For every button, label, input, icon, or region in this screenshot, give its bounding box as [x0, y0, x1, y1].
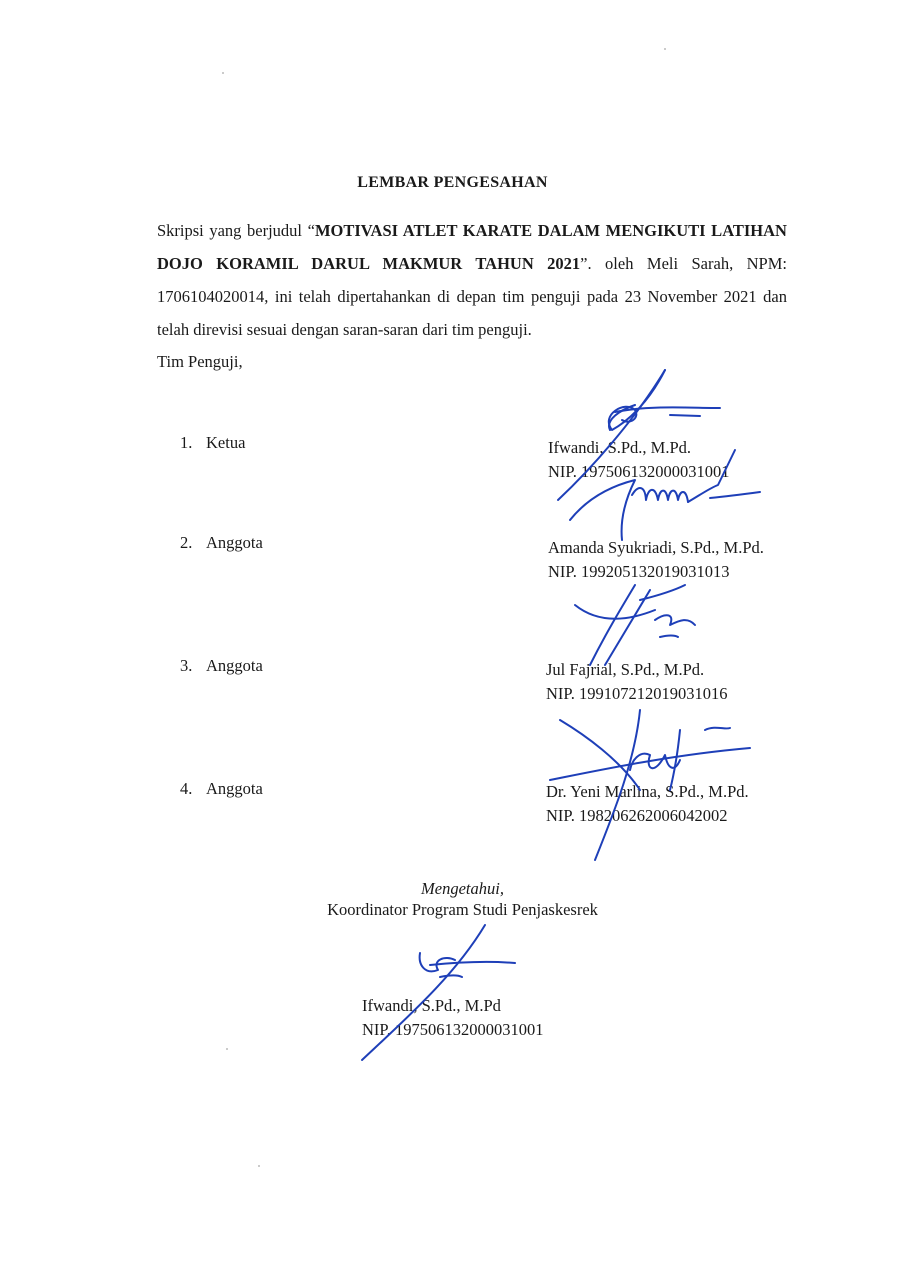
- signature-approval: [350, 915, 530, 1065]
- scan-speck: [222, 72, 224, 74]
- examiner-nip-1: NIP. 197506132000031001: [548, 462, 730, 481]
- examiner-nip-2: NIP. 199205132019031013: [548, 562, 730, 581]
- approval-position: Koordinator Program Studi Penjaskesrek: [327, 900, 598, 919]
- signature-examiner-4: [540, 700, 760, 870]
- signature-examiner-3: [560, 565, 710, 675]
- approval-nip: NIP. 197506132000031001: [362, 1020, 544, 1039]
- signature-examiner-2: [560, 440, 770, 560]
- examiner-role-4: 4. Anggota: [180, 779, 263, 798]
- examiner-nip-4: NIP. 198206262006042002: [546, 806, 728, 825]
- page-title: LEMBAR PENGESAHAN: [357, 174, 548, 191]
- paragraph-intro: Skripsi yang berjudul “: [157, 221, 315, 240]
- examiner-role-2: 2. Anggota: [180, 533, 263, 552]
- examiner-name-2: Amanda Syukriadi, S.Pd., M.Pd.: [548, 538, 764, 557]
- paragraph-rest: ”. oleh Meli Sarah, NPM: 1706104020014, ini telah dipertahankan di depan tim penguji pada 23 November 2021 dan telah direvisi sesuai dengan saran-saran dari tim penguji.: [157, 254, 787, 339]
- examiner-name-4: Dr. Yeni Marlina, S.Pd., M.Pd.: [546, 782, 749, 801]
- approval-label: Mengetahui,: [421, 879, 504, 898]
- approval-name: Ifwandi, S.Pd., M.Pd: [362, 996, 501, 1015]
- scan-speck: [226, 1048, 228, 1050]
- examiner-name-1: Ifwandi, S.Pd., M.Pd.: [548, 438, 692, 457]
- examiner-role-1: 1. Ketua: [180, 433, 246, 452]
- examiner-role-3: 3. Anggota: [180, 656, 263, 675]
- examiner-nip-3: NIP. 199107212019031016: [546, 684, 728, 703]
- scan-speck: [664, 48, 666, 50]
- examiners-heading: Tim Penguji,: [157, 352, 243, 371]
- thesis-title: MOTIVASI ATLET KARATE DALAM MENGIKUTI LATIHAN DOJO KORAMIL DARUL MAKMUR TAHUN 2021: [157, 221, 787, 273]
- scan-speck: [258, 1165, 260, 1167]
- approval-paragraph: [157, 214, 787, 346]
- examiner-name-3: Jul Fajrial, S.Pd., M.Pd.: [546, 660, 705, 679]
